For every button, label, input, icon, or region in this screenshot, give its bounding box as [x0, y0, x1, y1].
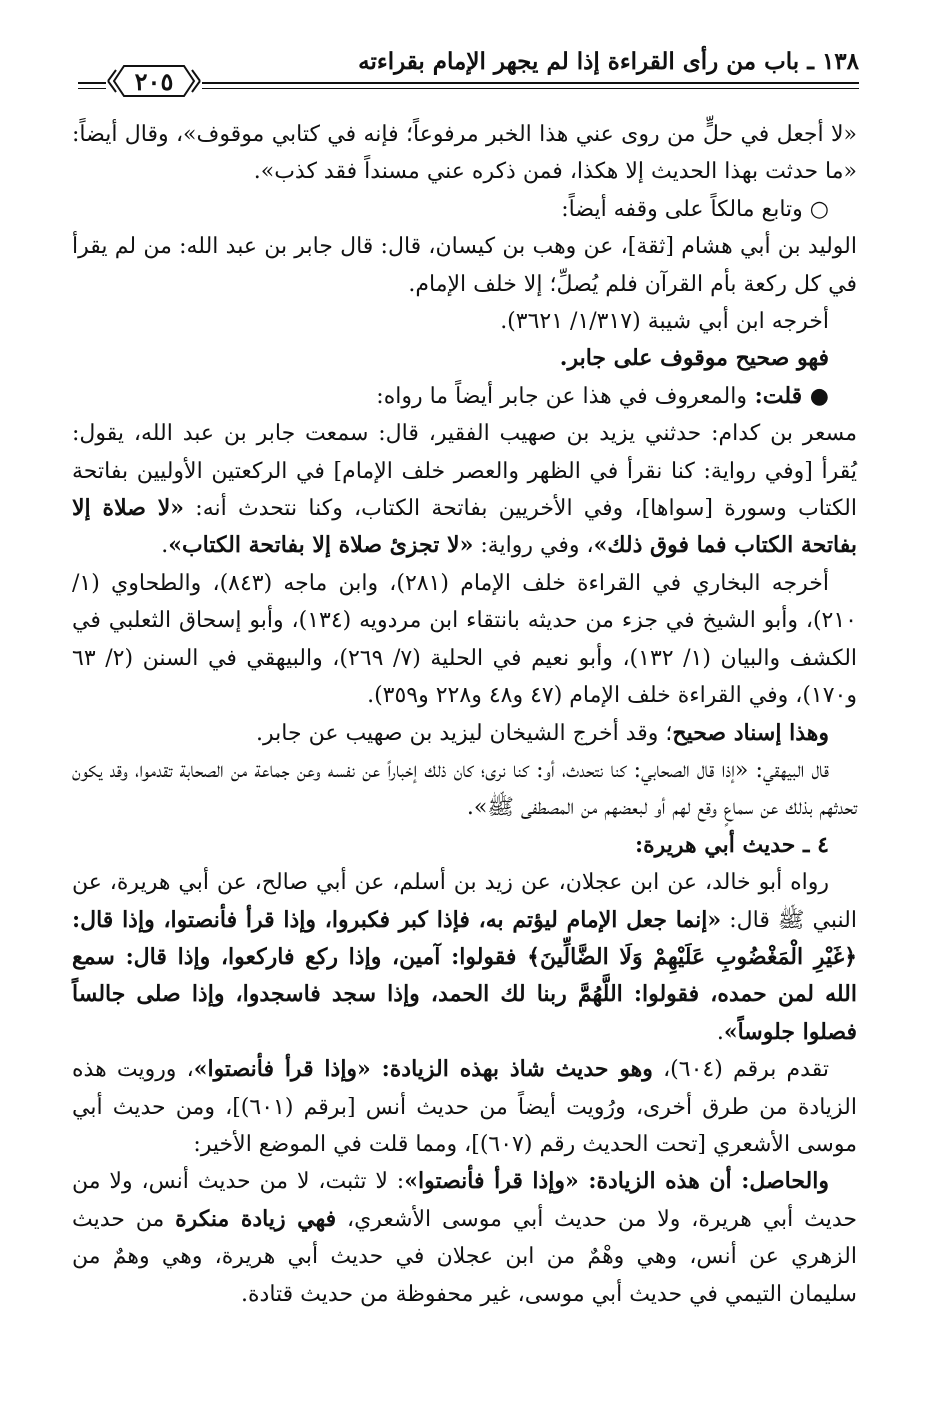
paragraph — [72, 827, 857, 864]
text-run: مسعر بن كدام: حدثني يزيد بن صهيب الفقير، قال: سمعت جابر بن عبد الله، يقول: يُقرأ [وفي رواية: كنا نقرأ في الظهر والعصر خلف الإمام] في الركعتين الأوليين بفاتحة الكتاب وسورة [سواها]، وفي الأخريين بفاتحة الكتاب، وكنا نتحدث أنه: — [72, 421, 857, 522]
bold-text-run: فهو صحيح موقوف على جابر. — [559, 345, 829, 372]
bold-text-run: فهي زيادة منكرة — [175, 1205, 337, 1232]
page-number: ٢٠٥ — [134, 66, 174, 96]
paragraph — [72, 1163, 857, 1313]
bold-text-run: «لا تجزئ صلاة إلا بفاتحة الكتاب» — [168, 532, 474, 559]
text-run: . — [161, 533, 169, 559]
paragraph — [72, 864, 857, 1051]
paragraph — [72, 1051, 857, 1163]
text-run: أخرجه ابن أبي شيبة (١/٣١٧/ ٣٦٢١). — [500, 309, 829, 335]
page-body — [72, 116, 857, 1313]
paragraph — [72, 116, 857, 191]
text-run: ، ورويت هذه الزيادة من طرق أخرى، ورُويت أيضاً من حديث أنس [برقم (٦٠١)]، ومن حديث أبي موسى الأشعري [تحت الحديث رقم (٦٠٧)]، ومما قلت في الموضع الأخير: — [72, 1057, 857, 1157]
text-run: : لا تثبت، لا من حديث أنس، ولا من حديث أبي هريرة، ولا من حديث أبي موسى الأشعري، — [72, 1169, 858, 1232]
paragraph — [72, 340, 857, 377]
text-run: ؛ وقد أخرج الشيخان ليزيد بن صهيب عن جابر. — [256, 720, 673, 746]
text-run: من حديث الزهري عن أنس، وهي وهْمٌ من ابن عجلان في حديث أبي هريرة، وهي وهمٌ من سليمان التيمي في حديث أبي موسى، غير محفوظة من حديث قتادة. — [72, 1206, 857, 1307]
text-run: «لا أجعل في حلٍّ من روى عني هذا الخبر مرفوعاً؛ فإنه في كتابي موقوف»، وقال أيضاً: «ما حدثت بهذا الحديث إلا هكذا، فمن ذكره عني مسنداً فقد كذب». — [72, 122, 857, 185]
bold-text-run: وهو حديث شاذ بهذه الزيادة: «وإذا قرأ فأنصتوا» — [193, 1056, 653, 1083]
text-run: والمعروف في هذا عن جابر أيضاً ما رواه: — [376, 383, 747, 409]
paragraph — [72, 228, 857, 303]
paragraph — [72, 752, 857, 827]
bold-text-run: والحاصل: أن هذه الزيادة: «وإذا قرأ فأنصتوا» — [404, 1168, 829, 1195]
bold-text-run: «لا صلاة إلا بفاتحة الكتاب فما فوق ذلك» — [72, 495, 857, 559]
text-run: قال البيهقي: «إذا قال الصحابي: كنا نتحدث، أو: كنا نرى؛ كان ذلك إخباراً عن نفسه وعن جماعة من الصحابة تقدموا، وقد يكون تحدثهم بذلك عن سماعٍ وقع لهم أو لبعضهم من المصطفى ﷺ». — [72, 757, 857, 821]
bold-text-run: وهذا إسناد صحيح — [672, 719, 829, 746]
text-run: الوليد بن أبي هشام [ثقة]، عن وهب بن كيسان، قال: قال جابر بن عبد الله: من لم يقرأ في كل ركعة بأم القرآن فلم يُصلِّ؛ إلا خلف الإمام. — [72, 234, 857, 297]
text-run: تقدم برقم (٦٠٤)، — [652, 1057, 829, 1083]
bold-text-run: «إنما جعل الإمام ليؤتم به، فإذا كبر فكبروا، وإذا قرأ فأنصتوا، وإذا قال: ﴿غَيْرِ الْمَغْضُوبِ عَلَيْهِمْ وَلَا الضَّالِّينَ﴾ فقولوا: آمين، وإذا ركع فاركعوا، وإذا قال: سمع الله لمن حمده، فقولوا: اللَّهُمَّ ربنا لك الحمد، وإذا سجد فاسجدوا، وإذا صلى جالساً فصلوا جلوساً» — [72, 906, 857, 1045]
page-header — [78, 44, 859, 104]
paragraph — [72, 565, 857, 715]
text-run: . — [716, 1019, 724, 1045]
paragraph — [72, 191, 857, 228]
text-run: ، وفي رواية: — [473, 533, 594, 559]
paragraph — [72, 378, 857, 415]
text-run: رواه أبو خالد، عن ابن عجلان، عن زيد بن أسلم، عن أبي صالح، عن أبي هريرة، عن النبي ﷺ قال: — [72, 870, 857, 933]
page-number-frame — [106, 60, 202, 102]
paragraph — [72, 415, 857, 565]
text-run: وتابع مالكاً على وقفه أيضاً: — [561, 196, 803, 222]
bold-text-run: ● قلت: — [746, 382, 829, 409]
paragraph — [72, 303, 857, 340]
text-run: أخرجه البخاري في القراءة خلف الإمام (٢٨١)، وابن ماجه (٨٤٣)، والطحاوي (١/ ٢١٠)، وأبو الشيخ في جزء من حديثه بانتقاء ابن مردويه (١٣٤)، وأبو إسحاق الثعلبي في الكشف والبيان (١/ ١٣٢)، وأبو نعيم في الحلية (٧/ ٢٦٩)، والبيهقي في السنن (٢/ ٦٣ و١٧٠)، وفي القراءة خلف الإمام (٤٧ و٤٨ و٢٢٨ و٣٥٩). — [72, 570, 858, 709]
paragraph — [72, 715, 857, 752]
text-run: ○ — [802, 196, 829, 222]
bold-text-run: ٤ ـ حديث أبي هريرة: — [634, 831, 829, 858]
chapter-title: ١٣٨ ـ باب من رأى القراءة إذا لم يجهر الإمام بقراءته — [358, 48, 859, 75]
